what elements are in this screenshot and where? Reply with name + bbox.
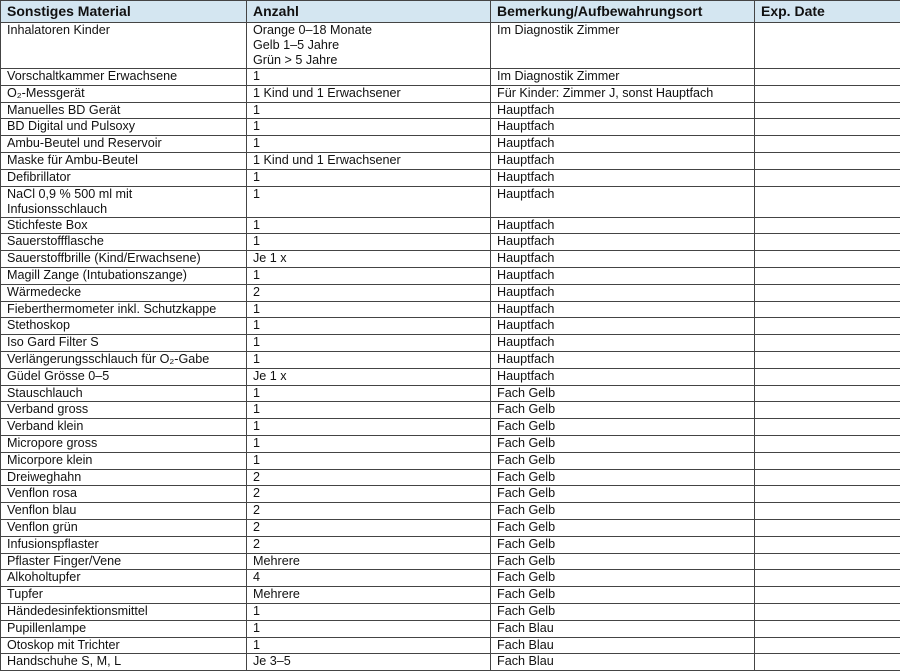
- cell-material: [1, 186, 247, 217]
- material-text: Defibrillator: [7, 169, 71, 184]
- anzahl-text: 1: [253, 217, 261, 232]
- cell-bemerkung: Fach Blau: [491, 654, 755, 671]
- anzahl-text: Gelb 1–5 Jahre: [253, 38, 340, 52]
- cell-bemerkung: Fach Gelb: [491, 486, 755, 503]
- cell-anzahl: [247, 587, 491, 604]
- material-text: Verlängerungsschlauch für O₂-Gabe: [7, 351, 210, 366]
- cell-anzahl: [247, 251, 491, 268]
- header-material: Sonstiges Material: [1, 1, 247, 23]
- cell-exp-date[interactable]: [755, 603, 900, 620]
- anzahl-text: 1: [253, 637, 261, 652]
- cell-bemerkung: Fach Gelb: [491, 402, 755, 419]
- cell-exp-date[interactable]: [755, 284, 900, 301]
- table-row: [1, 486, 900, 503]
- cell-exp-date[interactable]: [755, 654, 900, 671]
- cell-exp-date[interactable]: [755, 452, 900, 469]
- cell-bemerkung: Für Kinder: Zimmer J, sonst Hauptfach: [491, 85, 755, 102]
- table-row: [1, 152, 900, 169]
- cell-anzahl: [247, 536, 491, 553]
- cell-exp-date[interactable]: [755, 318, 900, 335]
- anzahl-text: 4: [253, 570, 261, 585]
- cell-anzahl: [247, 85, 491, 102]
- cell-anzahl: [247, 368, 491, 385]
- material-text: Infusionsschlauch: [7, 201, 108, 216]
- cell-material: [1, 23, 247, 69]
- cell-anzahl: [247, 102, 491, 119]
- table-row: [1, 251, 900, 268]
- material-text: Verband gross: [7, 402, 89, 417]
- cell-anzahl: [247, 620, 491, 637]
- cell-material: [1, 284, 247, 301]
- table-row: [1, 553, 900, 570]
- cell-exp-date[interactable]: [755, 152, 900, 169]
- cell-anzahl: [247, 469, 491, 486]
- anzahl-text: 1 Kind und 1 Erwachsener: [253, 85, 401, 100]
- cell-exp-date[interactable]: [755, 469, 900, 486]
- cell-material: [1, 654, 247, 671]
- cell-anzahl: [247, 318, 491, 335]
- cell-bemerkung: Hauptfach: [491, 169, 755, 186]
- table-row: [1, 23, 900, 69]
- table-row: [1, 69, 900, 86]
- cell-bemerkung: Hauptfach: [491, 102, 755, 119]
- cell-material: [1, 435, 247, 452]
- table-row: [1, 536, 900, 553]
- cell-anzahl: [247, 234, 491, 251]
- material-text: Venflon grün: [7, 519, 78, 534]
- cell-material: [1, 570, 247, 587]
- material-text: Güdel Grösse 0–5: [7, 368, 110, 383]
- cell-exp-date[interactable]: [755, 519, 900, 536]
- cell-anzahl: [247, 419, 491, 436]
- table-row: [1, 85, 900, 102]
- cell-exp-date[interactable]: [755, 637, 900, 654]
- anzahl-text: 1: [253, 69, 261, 83]
- cell-exp-date[interactable]: [755, 536, 900, 553]
- cell-material: [1, 519, 247, 536]
- cell-bemerkung: Hauptfach: [491, 335, 755, 352]
- material-text: O₂-Messgerät: [7, 85, 85, 100]
- cell-bemerkung: Fach Gelb: [491, 570, 755, 587]
- cell-anzahl: [247, 503, 491, 520]
- material-text: Venflon rosa: [7, 486, 78, 501]
- anzahl-text: 1: [253, 102, 261, 117]
- table-header-row: [1, 1, 900, 23]
- material-text: BD Digital und Pulsoxy: [7, 119, 136, 134]
- anzahl-text: 1: [253, 136, 261, 151]
- cell-bemerkung: Hauptfach: [491, 318, 755, 335]
- material-text: Wärmedecke: [7, 284, 82, 299]
- material-text: NaCl 0,9 % 500 ml mit: [7, 186, 133, 201]
- anzahl-text: 1: [253, 186, 261, 201]
- cell-anzahl: [247, 169, 491, 186]
- material-text: Tupfer: [7, 587, 43, 602]
- table-row: [1, 402, 900, 419]
- cell-exp-date[interactable]: [755, 69, 900, 86]
- cell-exp-date[interactable]: [755, 368, 900, 385]
- table-row: [1, 217, 900, 234]
- material-text: Otoskop mit Trichter: [7, 637, 120, 652]
- cell-material: [1, 102, 247, 119]
- cell-material: [1, 152, 247, 169]
- cell-bemerkung: Fach Gelb: [491, 536, 755, 553]
- anzahl-text: 1: [253, 234, 261, 249]
- cell-anzahl: [247, 570, 491, 587]
- cell-material: [1, 603, 247, 620]
- material-text: Sauerstoffbrille (Kind/Erwachsene): [7, 251, 201, 266]
- cell-material: [1, 536, 247, 553]
- cell-exp-date[interactable]: [755, 186, 900, 217]
- cell-bemerkung: Hauptfach: [491, 351, 755, 368]
- cell-bemerkung: Hauptfach: [491, 186, 755, 217]
- table-row: [1, 368, 900, 385]
- cell-bemerkung: Fach Gelb: [491, 519, 755, 536]
- anzahl-text: 1: [253, 335, 261, 350]
- material-text: Sauerstoffflasche: [7, 234, 104, 249]
- cell-bemerkung: Fach Gelb: [491, 587, 755, 604]
- material-text: Stauschlauch: [7, 385, 83, 400]
- cell-exp-date[interactable]: [755, 503, 900, 520]
- cell-material: [1, 119, 247, 136]
- table-row: [1, 136, 900, 153]
- anzahl-text: 1: [253, 351, 261, 366]
- cell-material: [1, 318, 247, 335]
- cell-material: [1, 452, 247, 469]
- cell-anzahl: [247, 301, 491, 318]
- cell-bemerkung: Hauptfach: [491, 152, 755, 169]
- cell-material: [1, 620, 247, 637]
- anzahl-text: 1: [253, 119, 261, 134]
- cell-material: [1, 637, 247, 654]
- cell-anzahl: [247, 452, 491, 469]
- cell-exp-date[interactable]: [755, 251, 900, 268]
- anzahl-text: 2: [253, 536, 261, 551]
- cell-material: [1, 217, 247, 234]
- material-text: Stichfeste Box: [7, 217, 88, 232]
- material-text: Maske für Ambu-Beutel: [7, 152, 138, 167]
- cell-bemerkung: Hauptfach: [491, 217, 755, 234]
- table-row: [1, 469, 900, 486]
- table-row: [1, 119, 900, 136]
- cell-anzahl: [247, 136, 491, 153]
- cell-material: [1, 234, 247, 251]
- material-text: Micropore gross: [7, 435, 98, 450]
- cell-anzahl: [247, 217, 491, 234]
- anzahl-text: 1: [253, 435, 261, 450]
- cell-bemerkung: Fach Gelb: [491, 603, 755, 620]
- cell-anzahl: [247, 603, 491, 620]
- anzahl-text: 1: [253, 169, 261, 184]
- cell-material: [1, 85, 247, 102]
- anzahl-text: 1: [253, 385, 261, 400]
- material-text: Inhalatoren Kinder: [7, 23, 110, 37]
- cell-material: [1, 402, 247, 419]
- cell-bemerkung: Fach Gelb: [491, 419, 755, 436]
- cell-exp-date[interactable]: [755, 587, 900, 604]
- cell-exp-date[interactable]: [755, 385, 900, 402]
- anzahl-text: 2: [253, 486, 261, 501]
- table-row: [1, 419, 900, 436]
- cell-exp-date[interactable]: [755, 419, 900, 436]
- cell-material: [1, 136, 247, 153]
- cell-bemerkung: Fach Gelb: [491, 435, 755, 452]
- table-row: [1, 570, 900, 587]
- table-row: [1, 503, 900, 520]
- table-row: [1, 654, 900, 671]
- material-text: Manuelles BD Gerät: [7, 102, 121, 117]
- cell-anzahl: [247, 23, 491, 69]
- material-text: Handschuhe S, M, L: [7, 654, 122, 669]
- cell-anzahl: [247, 486, 491, 503]
- table-row: [1, 435, 900, 452]
- table-row: [1, 452, 900, 469]
- anzahl-text: 2: [253, 503, 261, 518]
- cell-bemerkung: Fach Gelb: [491, 469, 755, 486]
- cell-bemerkung: Hauptfach: [491, 119, 755, 136]
- cell-material: [1, 169, 247, 186]
- cell-exp-date[interactable]: [755, 234, 900, 251]
- cell-exp-date[interactable]: [755, 136, 900, 153]
- cell-anzahl: [247, 435, 491, 452]
- cell-bemerkung: Hauptfach: [491, 136, 755, 153]
- table-row: [1, 318, 900, 335]
- cell-bemerkung: Hauptfach: [491, 301, 755, 318]
- cell-anzahl: [247, 284, 491, 301]
- cell-anzahl: [247, 654, 491, 671]
- anzahl-text: 2: [253, 284, 261, 299]
- cell-anzahl: [247, 267, 491, 284]
- cell-exp-date[interactable]: [755, 169, 900, 186]
- table-row: [1, 102, 900, 119]
- anzahl-text: 1: [253, 318, 261, 333]
- cell-exp-date[interactable]: [755, 570, 900, 587]
- material-text: Händedesinfektionsmittel: [7, 603, 148, 618]
- material-text: Pupillenlampe: [7, 620, 87, 635]
- table-row: [1, 169, 900, 186]
- table-row: [1, 234, 900, 251]
- cell-anzahl: [247, 152, 491, 169]
- material-text: Stethoskop: [7, 318, 71, 333]
- material-text: Pflaster Finger/Vene: [7, 553, 122, 568]
- cell-exp-date[interactable]: [755, 23, 900, 69]
- table-body: [1, 23, 900, 671]
- cell-bemerkung: Hauptfach: [491, 284, 755, 301]
- cell-exp-date[interactable]: [755, 486, 900, 503]
- cell-material: [1, 351, 247, 368]
- table-row: [1, 301, 900, 318]
- anzahl-text: 2: [253, 519, 261, 534]
- cell-material: [1, 385, 247, 402]
- cell-bemerkung: Hauptfach: [491, 368, 755, 385]
- material-text: Alkoholtupfer: [7, 570, 81, 585]
- anzahl-text: 1: [253, 419, 261, 434]
- cell-exp-date[interactable]: [755, 301, 900, 318]
- table-row: [1, 351, 900, 368]
- header-anzahl: Anzahl: [247, 1, 491, 23]
- table-row: [1, 335, 900, 352]
- cell-exp-date[interactable]: [755, 620, 900, 637]
- cell-anzahl: [247, 553, 491, 570]
- cell-exp-date[interactable]: [755, 335, 900, 352]
- cell-bemerkung: Hauptfach: [491, 251, 755, 268]
- anzahl-text: 1: [253, 603, 261, 618]
- material-text: Iso Gard Filter S: [7, 335, 99, 350]
- cell-bemerkung: Fach Blau: [491, 620, 755, 637]
- table-row: [1, 587, 900, 604]
- cell-bemerkung: Im Diagnostik Zimmer: [491, 23, 755, 69]
- table-row: [1, 603, 900, 620]
- cell-material: [1, 69, 247, 86]
- cell-exp-date[interactable]: [755, 553, 900, 570]
- cell-exp-date[interactable]: [755, 119, 900, 136]
- anzahl-text: 1: [253, 620, 261, 635]
- table-row: [1, 620, 900, 637]
- cell-material: [1, 486, 247, 503]
- cell-anzahl: [247, 335, 491, 352]
- cell-exp-date[interactable]: [755, 85, 900, 102]
- material-text: Magill Zange (Intubationszange): [7, 267, 187, 282]
- cell-bemerkung: Hauptfach: [491, 267, 755, 284]
- anzahl-text: Mehrere: [253, 587, 300, 602]
- material-text: Dreiweghahn: [7, 469, 82, 484]
- cell-anzahl: [247, 385, 491, 402]
- table-row: [1, 519, 900, 536]
- cell-anzahl: [247, 186, 491, 217]
- material-text: Verband klein: [7, 419, 84, 434]
- table-row: [1, 637, 900, 654]
- header-exp-date: Exp. Date: [755, 1, 900, 23]
- anzahl-text: 2: [253, 469, 261, 484]
- cell-bemerkung: Fach Gelb: [491, 452, 755, 469]
- anzahl-text: Je 3–5: [253, 654, 291, 669]
- anzahl-text: 1: [253, 267, 261, 282]
- cell-material: [1, 335, 247, 352]
- cell-material: [1, 587, 247, 604]
- anzahl-text: 1: [253, 452, 261, 467]
- material-text: Vorschaltkammer Erwachsene: [7, 69, 178, 83]
- table-row: [1, 186, 900, 217]
- cell-anzahl: [247, 351, 491, 368]
- anzahl-text: 1: [253, 402, 261, 417]
- anzahl-text: Orange 0–18 Monate: [253, 23, 373, 37]
- cell-material: [1, 267, 247, 284]
- anzahl-text: Je 1 x: [253, 251, 287, 266]
- cell-exp-date[interactable]: [755, 217, 900, 234]
- cell-anzahl: [247, 637, 491, 654]
- cell-material: [1, 419, 247, 436]
- anzahl-text: Grün > 5 Jahre: [253, 53, 338, 67]
- header-bemerkung: Bemerkung/Aufbewahrungsort: [491, 1, 755, 23]
- cell-exp-date[interactable]: [755, 102, 900, 119]
- cell-exp-date[interactable]: [755, 402, 900, 419]
- cell-bemerkung: Fach Blau: [491, 637, 755, 654]
- cell-exp-date[interactable]: [755, 435, 900, 452]
- material-text: Infusionspflaster: [7, 536, 99, 551]
- cell-anzahl: [247, 69, 491, 86]
- material-text: Fieberthermometer inkl. Schutzkappe: [7, 301, 217, 316]
- cell-bemerkung: Im Diagnostik Zimmer: [491, 69, 755, 86]
- cell-material: [1, 469, 247, 486]
- cell-exp-date[interactable]: [755, 351, 900, 368]
- cell-material: [1, 301, 247, 318]
- cell-bemerkung: Hauptfach: [491, 234, 755, 251]
- anzahl-text: Mehrere: [253, 553, 300, 568]
- table-row: [1, 267, 900, 284]
- table-row: [1, 385, 900, 402]
- cell-anzahl: [247, 519, 491, 536]
- cell-bemerkung: Fach Gelb: [491, 385, 755, 402]
- cell-material: [1, 251, 247, 268]
- cell-bemerkung: Fach Gelb: [491, 503, 755, 520]
- anzahl-text: Je 1 x: [253, 368, 287, 383]
- cell-anzahl: [247, 119, 491, 136]
- table-row: [1, 284, 900, 301]
- cell-material: [1, 368, 247, 385]
- cell-material: [1, 503, 247, 520]
- anzahl-text: 1 Kind und 1 Erwachsener: [253, 152, 401, 167]
- material-text: Ambu-Beutel und Reservoir: [7, 136, 162, 151]
- cell-exp-date[interactable]: [755, 267, 900, 284]
- material-text: Venflon blau: [7, 503, 77, 518]
- cell-bemerkung: Fach Gelb: [491, 553, 755, 570]
- cell-material: [1, 553, 247, 570]
- anzahl-text: 1: [253, 301, 261, 316]
- material-text: Micorpore klein: [7, 452, 93, 467]
- cell-anzahl: [247, 402, 491, 419]
